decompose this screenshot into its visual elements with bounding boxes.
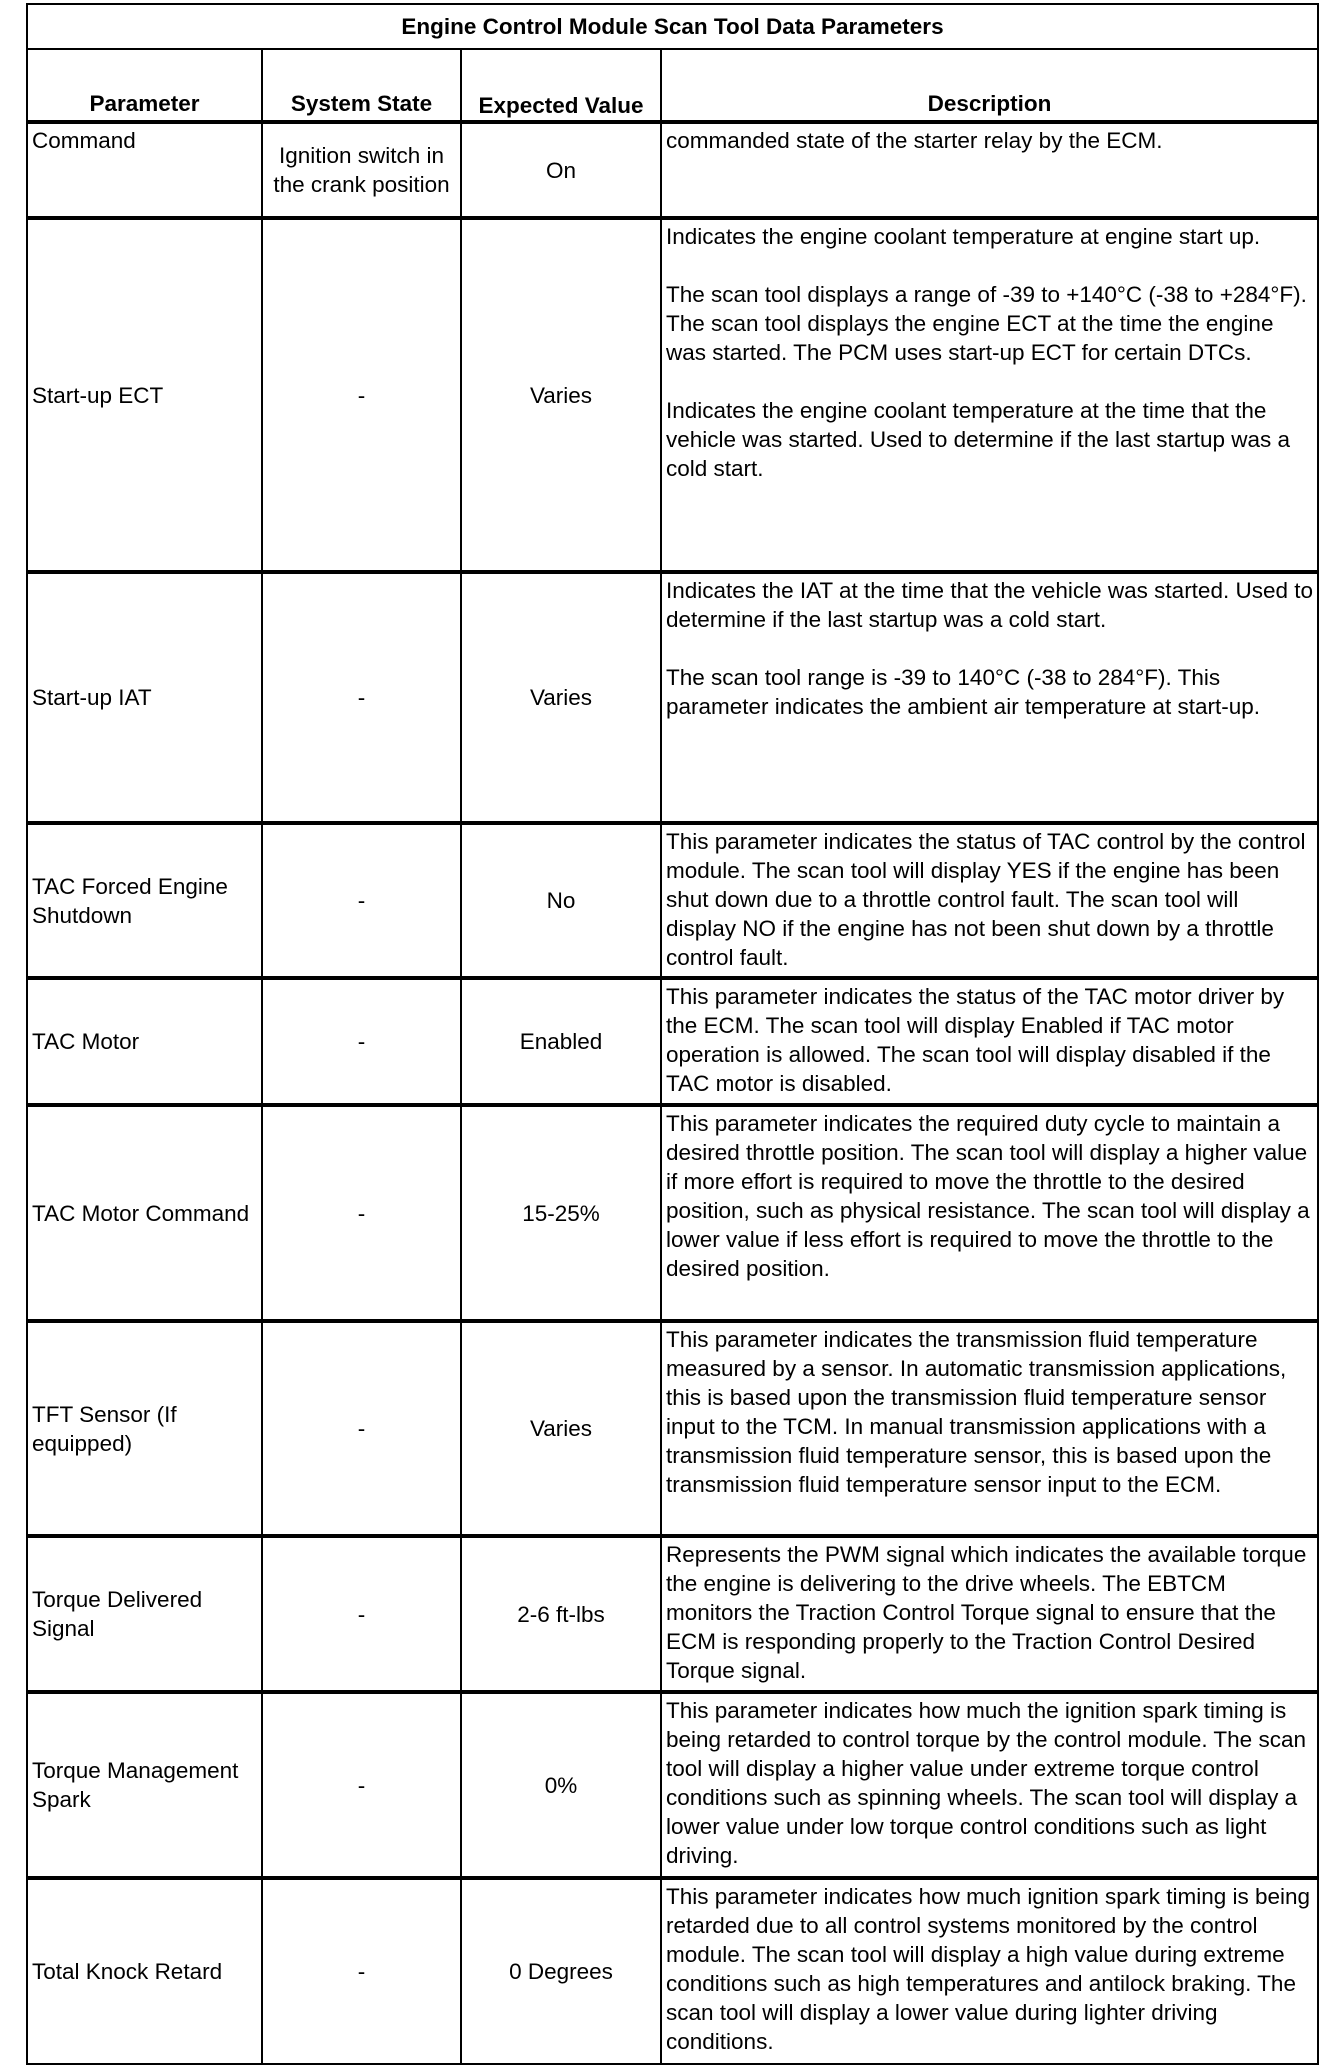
system-state-cell: - (262, 978, 461, 1105)
header-description: Description (661, 49, 1318, 122)
system-state-cell: - (262, 1321, 461, 1536)
description-paragraph: This parameter indicates how much ignition spark timing is being retarded due to all control systems monitored by the control module. The scan tool will display a high value during extreme conditions such as high temperatures and antilock braking. The scan tool will display a lower value during lighter driving conditions. (666, 1884, 1311, 2054)
expected-value-cell: Varies (461, 572, 661, 823)
description-paragraph: This parameter indicates how much the ignition spark timing is being retarded to control torque by the control module. The scan tool will display a higher value under extreme torque control conditions such as spinning wheels. The scan tool will display a lower value under low torque control conditions such as light driving. (666, 1698, 1306, 1868)
table-row (27, 1692, 1318, 1878)
parameter-cell: Start-up IAT (27, 572, 262, 823)
description-cell (661, 572, 1318, 823)
description-paragraph: Indicates the IAT at the time that the vehicle was started. Used to determine if the last startup was a cold start. (666, 578, 1314, 632)
parameter-cell: Torque Delivered Signal (27, 1536, 262, 1692)
expected-value-cell: No (461, 823, 661, 978)
system-state-cell: - (262, 218, 461, 572)
header-system-state: System State (262, 49, 461, 122)
expected-value-cell: Varies (461, 218, 661, 572)
expected-value-cell: Enabled (461, 978, 661, 1105)
table-row (27, 1321, 1318, 1536)
description-cell (661, 978, 1318, 1105)
description-cell (661, 218, 1318, 572)
parameter-cell: Total Knock Retard (27, 1878, 262, 2064)
description-cell (661, 1878, 1318, 2064)
system-state-cell: - (262, 1536, 461, 1692)
table-title: Engine Control Module Scan Tool Data Parameters (27, 4, 1318, 49)
description-cell (661, 122, 1318, 218)
expected-value-cell: 0 Degrees (461, 1878, 661, 2064)
description-paragraph: The scan tool range is -39 to 140°C (-38 to 284°F). This parameter indicates the ambient air temperature at start-up. (666, 665, 1261, 719)
description-paragraph: commanded state of the starter relay by the ECM. (666, 128, 1163, 153)
description-paragraph: This parameter indicates the transmission fluid temperature measured by a sensor. In automatic transmission applications, this is based upon the transmission fluid temperature sensor input to the TCM. In manual transmission applications with a transmission fluid temperature sensor, this is based upon the transmission fluid temperature sensor input to the ECM. (666, 1327, 1287, 1497)
description-paragraph: This parameter indicates the required duty cycle to maintain a desired throttle position. The scan tool will display a higher value if more effort is required to move the throttle to the desired position, such as physical resistance. The scan tool will display a lower value if less effort is required to move the throttle to the desired position. (666, 1111, 1310, 1281)
description-paragraph: Indicates the engine coolant temperature at the time that the vehicle was started. Used to determine if the last startup was a cold start. (666, 398, 1291, 481)
parameter-cell: Start-up ECT (27, 218, 262, 572)
expected-value-cell: Varies (461, 1321, 661, 1536)
table-row (27, 1105, 1318, 1321)
description-paragraph: The scan tool displays a range of -39 to +140°C (-38 to +284°F). The scan tool displays the engine ECT at the time the engine was started. The PCM uses start-up ECT for certain DTCs. (666, 282, 1307, 365)
parameter-cell: TAC Forced Engine Shutdown (27, 823, 262, 978)
system-state-cell: - (262, 1878, 461, 2064)
description-cell (661, 1536, 1318, 1692)
description-paragraph: Represents the PWM signal which indicates the available torque the engine is delivering to the drive wheels. The EBTCM monitors the Traction Control Torque signal to ensure that the ECM is responding properly to the Traction Control Desired Torque signal. (666, 1542, 1307, 1683)
parameter-cell: TAC Motor (27, 978, 262, 1105)
expected-value-cell: 2-6 ft-lbs (461, 1536, 661, 1692)
parameter-cell: Torque Management Spark (27, 1692, 262, 1878)
expected-value-cell: 15-25% (461, 1105, 661, 1321)
table-row (27, 218, 1318, 572)
description-cell (661, 823, 1318, 978)
parameter-cell: Command (27, 122, 262, 218)
description-paragraph: Indicates the engine coolant temperature at engine start up. (666, 224, 1261, 249)
table-row (27, 1536, 1318, 1692)
expected-value-cell: On (461, 122, 661, 218)
system-state-cell: Ignition switch in the crank position (262, 122, 461, 218)
description-paragraph: This parameter indicates the status of the TAC motor driver by the ECM. The scan tool will display Enabled if TAC motor operation is allowed. The scan tool will display disabled if the TAC motor is disabled. (666, 984, 1285, 1096)
expected-value-cell: 0% (461, 1692, 661, 1878)
system-state-cell: - (262, 1105, 461, 1321)
description-paragraph: This parameter indicates the status of TAC control by the control module. The scan tool will display YES if the engine has been shut down due to a throttle control fault. The scan tool will display NO if the engine has not been shut down by a throttle control fault. (666, 829, 1306, 970)
table-row (27, 122, 1318, 218)
table-row (27, 1878, 1318, 2064)
system-state-cell: - (262, 1692, 461, 1878)
parameter-cell: TFT Sensor (If equipped) (27, 1321, 262, 1536)
table-row (27, 978, 1318, 1105)
table-row (27, 823, 1318, 978)
table-row (27, 572, 1318, 823)
system-state-cell: - (262, 572, 461, 823)
system-state-cell: - (262, 823, 461, 978)
header-parameter: Parameter (27, 49, 262, 122)
description-cell (661, 1105, 1318, 1321)
description-cell (661, 1692, 1318, 1878)
header-expected-value: Expected Value (461, 49, 661, 122)
description-cell (661, 1321, 1318, 1536)
scan-tool-data-table (26, 3, 1319, 2065)
parameter-cell: TAC Motor Command (27, 1105, 262, 1321)
